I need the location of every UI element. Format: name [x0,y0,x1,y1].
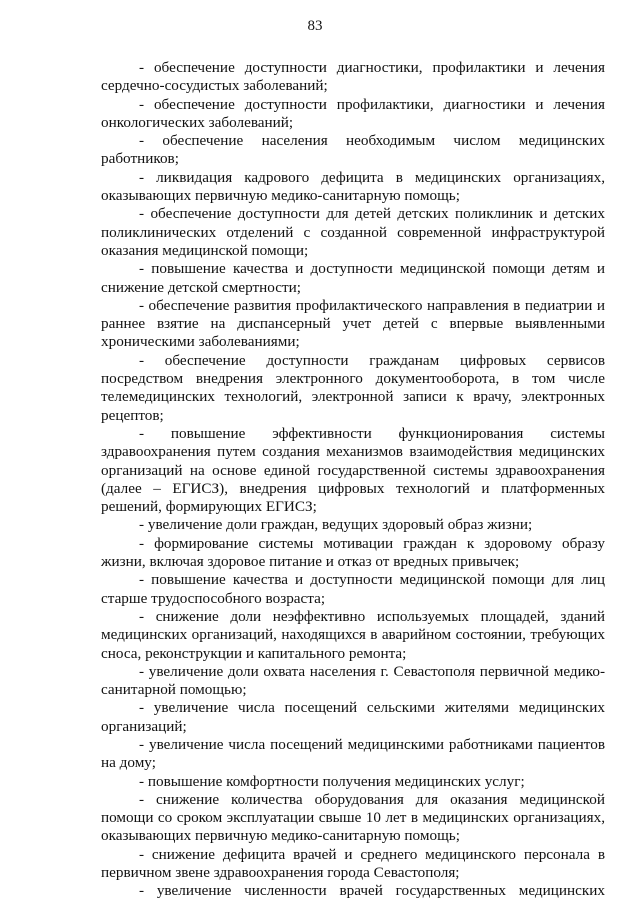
list-item: - снижение количества оборудования для оказания медицинской помощи со сроком эксплуатации свыше 10 лет в медицинских организациях, оказывающих первичную медико-санитарную помощь; [101,790,605,845]
list-item: - ликвидация кадрового дефицита в медицинских организациях, оказывающих первичную медико-санитарную помощь; [101,168,605,205]
list-item: - обеспечение доступности профилактики, диагностики и лечения онкологических заболеваний; [101,95,605,131]
list-item: - увеличение числа посещений сельскими жителями медицинских организаций; [101,699,605,735]
list-item: - увеличение числа посещений медицинскими работниками пациентов на дому; [101,735,605,772]
list-item: - обеспечение развития профилактического направления в педиатрии и раннее взятие на диспансерный учет детей с впервые выявленными хроническими заболеваниями; [101,296,605,351]
list-item: - снижение дефицита врачей и среднего медицинского персонала в первичном звене здравоохранения города Севастополя; [101,845,605,882]
list-item: - повышение эффективности функционирования системы здравоохранения путем создания механизмов взаимодействия медицинских организаций на основе единой государственной системы здравоохранения (далее – ЕГИСЗ), внедрения цифровых технологий и платформенных решений, формирующих ЕГИСЗ; [101,424,605,516]
list-item: - обеспечение доступности диагностики, профилактики и лечения сердечно-сосудистых заболеваний; [101,59,605,95]
list-item: - формирование системы мотивации граждан к здоровому образу жизни, включая здоровое питание и отказ от вредных привычек; [101,534,605,571]
list-item: - повышение качества и доступности медицинской помощи детям и снижение детской смертности; [101,260,605,296]
list-item: - увеличение численности врачей государственных медицинских [139,882,605,900]
list-item: - снижение доли неэффективно используемых площадей, зданий медицинских организаций, находящихся в аварийном состоянии, требующих сноса, реконструкции и капитального ремонта; [101,607,605,662]
list-item: - увеличение доли граждан, ведущих здоровый образ жизни; [139,516,533,534]
list-item: - повышение качества и доступности медицинской помощи для лиц старше трудоспособного возраста; [101,571,605,607]
page-number: 83 [307,18,323,34]
document-body [101,59,605,901]
list-item: - увеличение доли охвата населения г. Севастополя первичной медико-санитарной помощью; [101,662,605,699]
list-item: - обеспечение доступности гражданам цифровых сервисов посредством внедрения электронного документооборота, в том числе телемедицинских технологий, электронной записи к врачу, электронных рецептов; [101,351,605,424]
list-item: - обеспечение доступности для детей детских поликлиник и детских поликлинических отделений с созданной современной инфраструктурой оказания медицинской помощи; [101,205,605,259]
list-item: - обеспечение населения необходимым числом медицинских работников; [101,132,605,168]
list-item: - повышение комфортности получения медицинских услуг; [139,772,525,790]
